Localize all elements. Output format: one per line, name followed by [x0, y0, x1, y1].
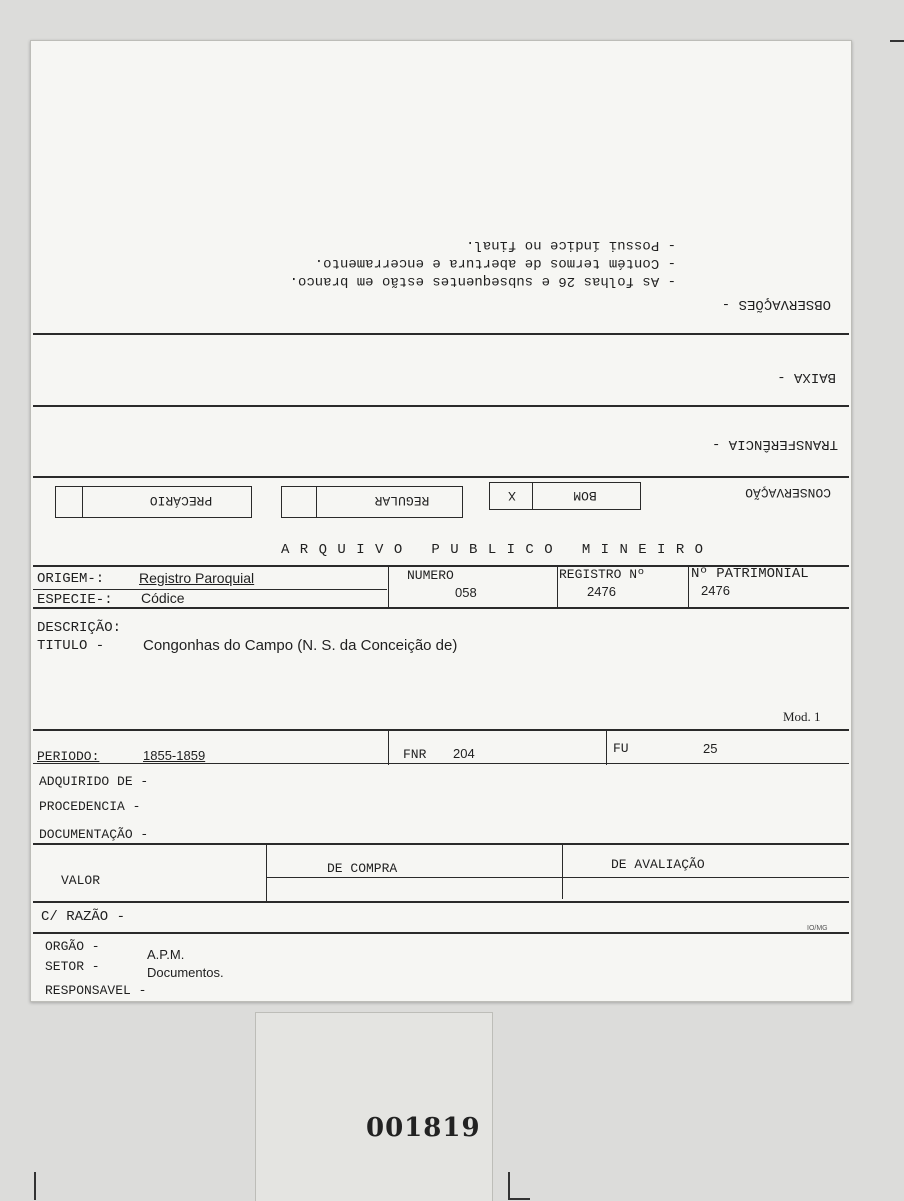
conservacao-regular-box	[281, 486, 463, 518]
fnr-label: FNR	[403, 747, 427, 762]
origem-value: Registro Paroquial	[139, 570, 255, 586]
observacoes-line-3: - As folhas 26 e subsequentes estão em branco.	[289, 273, 676, 289]
stamp-label	[255, 1012, 493, 1201]
observacoes-line-2: - Contém termos de abertura e encerramento.	[314, 255, 676, 271]
archive-title: A R Q U I V O P U B L I C O M I N E I R O	[281, 542, 705, 558]
scan-mark	[508, 1172, 510, 1200]
registro-value: 2476	[587, 584, 616, 599]
conservacao-bom-mark: X	[508, 488, 516, 503]
patrimonial-value: 2476	[701, 583, 730, 598]
conservacao-regular-label: REGULAR	[374, 493, 430, 508]
descricao-label: DESCRIÇÃO:	[37, 620, 122, 636]
procedencia-label: PROCEDENCIA -	[39, 799, 141, 814]
valor-compra-label: DE COMPRA	[327, 861, 398, 876]
baixa-label: BAIXA -	[777, 369, 836, 385]
observacoes-line-1: - Possui índice no final.	[465, 237, 676, 253]
documentacao-label: DOCUMENTAÇÃO -	[39, 827, 149, 842]
conservacao-label: CONSERVAÇÃO	[745, 485, 831, 500]
transferencia-label: TRANSFERÊNCIA -	[711, 436, 838, 452]
fu-value: 25	[703, 741, 718, 756]
numero-value: 058	[455, 585, 477, 600]
responsavel-label: RESPONSAVEL -	[45, 983, 147, 998]
scan-mark	[34, 1172, 36, 1200]
divider	[33, 405, 849, 407]
fnr-value: 204	[453, 746, 475, 761]
setor-label: SETOR -	[45, 959, 100, 974]
registro-label: REGISTRO Nº	[559, 567, 645, 582]
numero-label: NUMERO	[407, 568, 454, 583]
conservacao-bom-label: BOM	[573, 488, 597, 503]
fu-label: FU	[613, 741, 629, 756]
especie-value: Códice	[141, 590, 185, 606]
adquirido-label: ADQUIRIDO DE -	[39, 774, 149, 789]
divider	[33, 729, 849, 731]
razao-label: C/ RAZÃO -	[41, 909, 126, 925]
titulo-value: Congonhas do Campo (N. S. da Conceição de)	[143, 637, 458, 654]
periodo-value: 1855-1859	[143, 748, 206, 763]
divider	[33, 932, 849, 934]
scan-mark	[890, 40, 904, 42]
valor-label: VALOR	[61, 873, 101, 888]
setor-value: Documentos.	[147, 965, 224, 980]
periodo-label: PERIODO:	[37, 749, 100, 764]
observacoes-label: OBSERVAÇÕES -	[721, 296, 831, 312]
archive-index-card	[30, 40, 852, 1002]
divider	[33, 476, 849, 478]
patrimonial-label: Nº PATRIMONIAL	[691, 566, 809, 582]
mod-label: Mod. 1	[783, 709, 821, 724]
especie-label: ESPECIE-:	[37, 592, 113, 608]
orgao-value: A.P.M.	[147, 947, 185, 962]
orgao-label: ORGÃO -	[45, 939, 100, 954]
form-code: IO/MG	[807, 925, 828, 932]
divider	[33, 901, 849, 903]
divider	[33, 333, 849, 335]
divider	[33, 843, 849, 845]
divider	[33, 607, 849, 609]
origem-label: ORIGEM-:	[37, 571, 105, 587]
titulo-label: TITULO -	[37, 638, 105, 654]
conservacao-precario-box	[55, 486, 252, 518]
conservacao-precario-label: PRECÁRIO	[149, 493, 213, 508]
conservacao-bom-box	[489, 482, 641, 510]
stamp-number: 001819	[366, 1113, 481, 1143]
valor-avaliacao-label: DE AVALIAÇÃO	[611, 857, 705, 872]
